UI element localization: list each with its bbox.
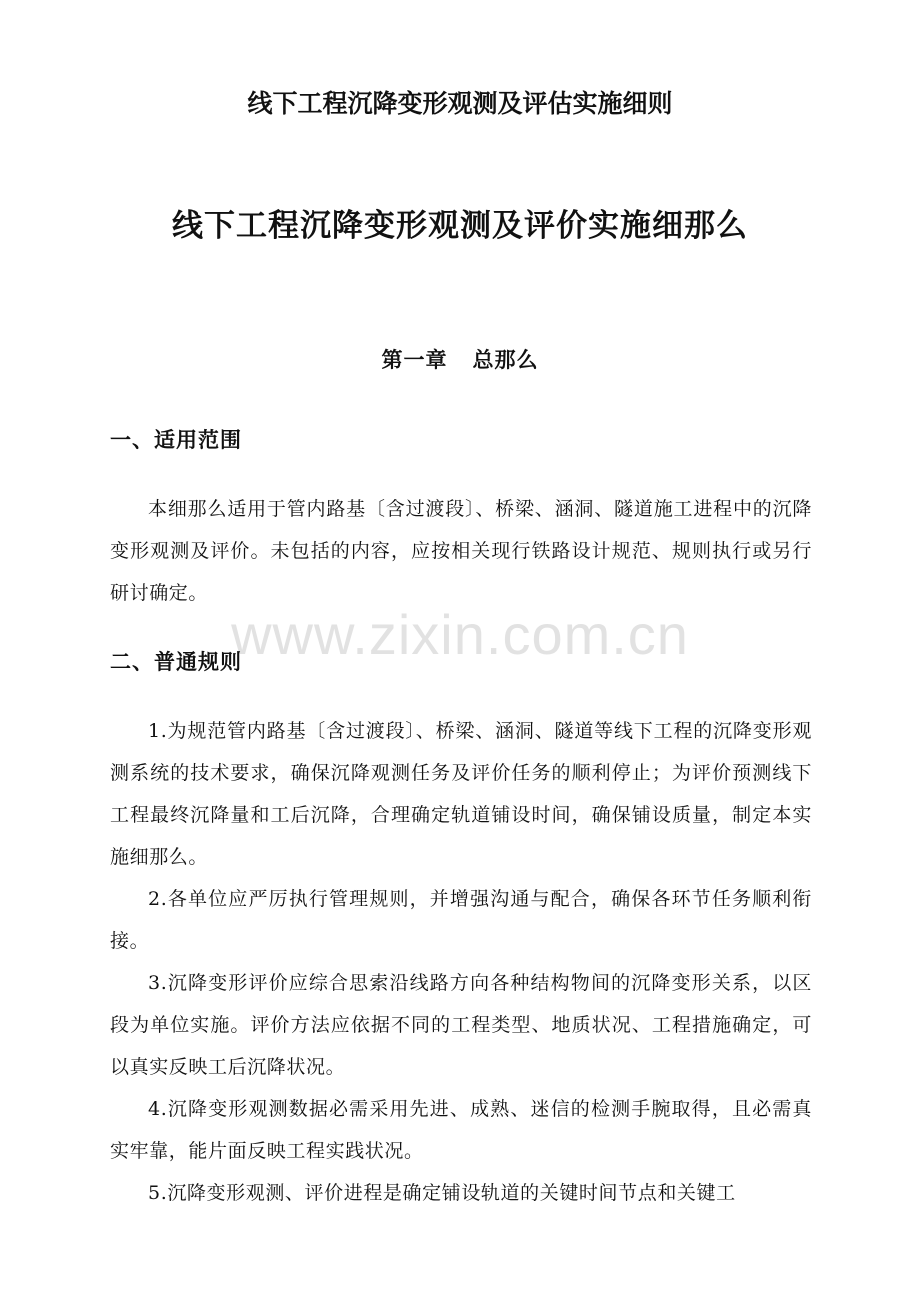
paragraph-rule-3: 3.沉降变形评价应综合思索沿线路方向各种结构物间的沉降变形关系，以区段为单位实施。评价方法应依据不同的工程类型、地质状况、工程措施确定，可以真实反映工后沉降状况。 — [110, 972, 812, 1078]
paragraph-rule-5: 5.沉降变形观测、评价进程是确定铺设轨道的关键时间节点和关键工 — [148, 1182, 736, 1204]
document-title: 线下工程沉降变形观测及评价实施细那么 — [172, 208, 748, 244]
paragraph-scope: 本细那么适用于管内路基〔含过渡段〕、桥梁、涵洞、隧道施工进程中的沉降变形观测及评价。未包括的内容，应按相关现行铁路设计规范、规则执行或另行研讨确定。 — [110, 498, 812, 604]
watermark: www.zixin.com.cn — [231, 603, 689, 666]
section-heading-general-rules: 二、普通规则 — [110, 649, 242, 674]
paragraph-rule-4: 4.沉降变形观测数据必需采用先进、成熟、迷信的检测手腕取得，且必需真实牢靠，能片面反映工程实践状况。 — [110, 1098, 812, 1162]
document-header-title: 线下工程沉降变形观测及评估实施细则 — [247, 89, 673, 118]
paragraph-rule-2: 2.各单位应严厉执行管理规则，并增强沟通与配合，确保各环节任务顺利衔接。 — [110, 888, 812, 952]
chapter-title: 第一章 总那么 — [381, 347, 539, 372]
section-heading-scope: 一、适用范围 — [110, 427, 242, 452]
paragraph-rule-1: 1.为规范管内路基〔含过渡段〕、桥梁、涵洞、隧道等线下工程的沉降变形观测系统的技术要求，确保沉降观测任务及评价任务的顺利停止；为评价预测线下工程最终沉降量和工后沉降，合理确定轨道铺设时间，确保铺设质量，制定本实施细那么。 — [110, 720, 812, 868]
